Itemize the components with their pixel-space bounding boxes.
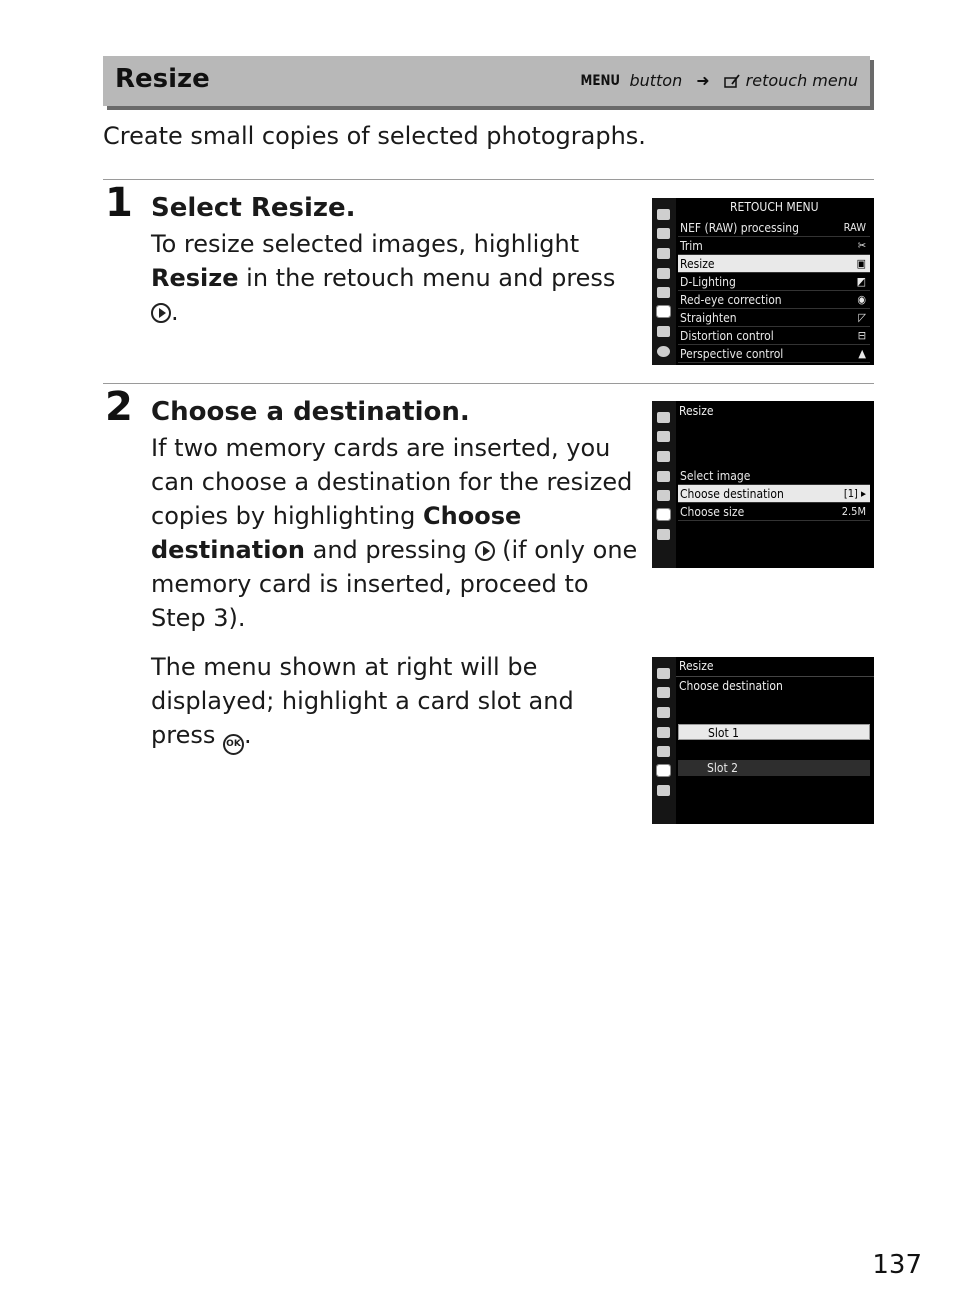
screen-title: Resize: [679, 404, 714, 418]
menu-item[interactable]: Perspective control ▲: [678, 345, 870, 363]
step-2-title: Choose a destination.: [151, 397, 470, 427]
menu-item[interactable]: Distortion control ⊟: [678, 327, 870, 345]
retouch-menu-label: retouch menu: [745, 71, 858, 90]
step-2-text: If two memory cards are inserted, you can choose a destination for the resized copies by highlighting Choose destination and pressing (if only one memory card is inserted, proceed to Step 3).: [151, 434, 638, 632]
screen-title: Resize: [679, 659, 714, 673]
menu-path: [577, 71, 858, 90]
choose-destination-screen: [652, 657, 874, 824]
menu-item[interactable]: Trim ✂: [678, 237, 870, 255]
menu-item[interactable]: NEF (RAW) processing RAW: [678, 219, 870, 237]
menu-key-label: MENU: [580, 72, 620, 89]
step-1-title: Select Resize.: [151, 193, 356, 223]
retouch-menu-screen: [652, 198, 874, 365]
menu-tab-bar: [652, 657, 676, 824]
ok-button-icon: OK: [223, 734, 244, 755]
resize-menu-screen: [652, 401, 874, 568]
menu-item-selected[interactable]: Resize ▣: [678, 255, 870, 273]
multi-selector-right-icon: [475, 541, 495, 561]
intro-text: Create small copies of selected photographs.: [103, 122, 646, 150]
step-2-number: 2: [105, 384, 133, 430]
step-2-note: The menu shown at right will be displayed; highlight a card slot and press OK .: [151, 650, 641, 755]
multi-selector-right-icon: [151, 303, 171, 323]
step-1-number: 1: [105, 180, 133, 226]
arrow-right-icon: ➜: [696, 71, 710, 90]
menu-tab-bar: [652, 198, 676, 365]
menu-item[interactable]: Red-eye correction ◉: [678, 291, 870, 309]
section-header: [103, 56, 870, 106]
divider: [103, 179, 874, 180]
page-number: 137: [872, 1250, 922, 1280]
step-1-text: To resize selected images, highlight Resize in the retouch menu and press .: [151, 230, 616, 326]
menu-item[interactable]: D-Lighting ◩: [678, 273, 870, 291]
menu-tab-bar: [652, 401, 676, 568]
screen-title: RETOUCH MENU: [730, 200, 819, 214]
section-title: Resize: [115, 64, 210, 94]
screen-subtitle: Choose destination: [679, 679, 783, 693]
menu-button-label: button: [629, 71, 683, 90]
menu-item[interactable]: Straighten ◸: [678, 309, 870, 327]
slot-1-option[interactable]: Slot 1: [678, 724, 870, 740]
menu-item[interactable]: Select image: [678, 467, 870, 485]
menu-item-selected[interactable]: Choose destination [1] ▸: [678, 485, 870, 503]
divider: [103, 383, 874, 384]
retouch-menu-icon: [724, 74, 740, 88]
slot-2-option[interactable]: Slot 2: [678, 760, 870, 776]
menu-item[interactable]: Choose size 2.5M: [678, 503, 870, 521]
